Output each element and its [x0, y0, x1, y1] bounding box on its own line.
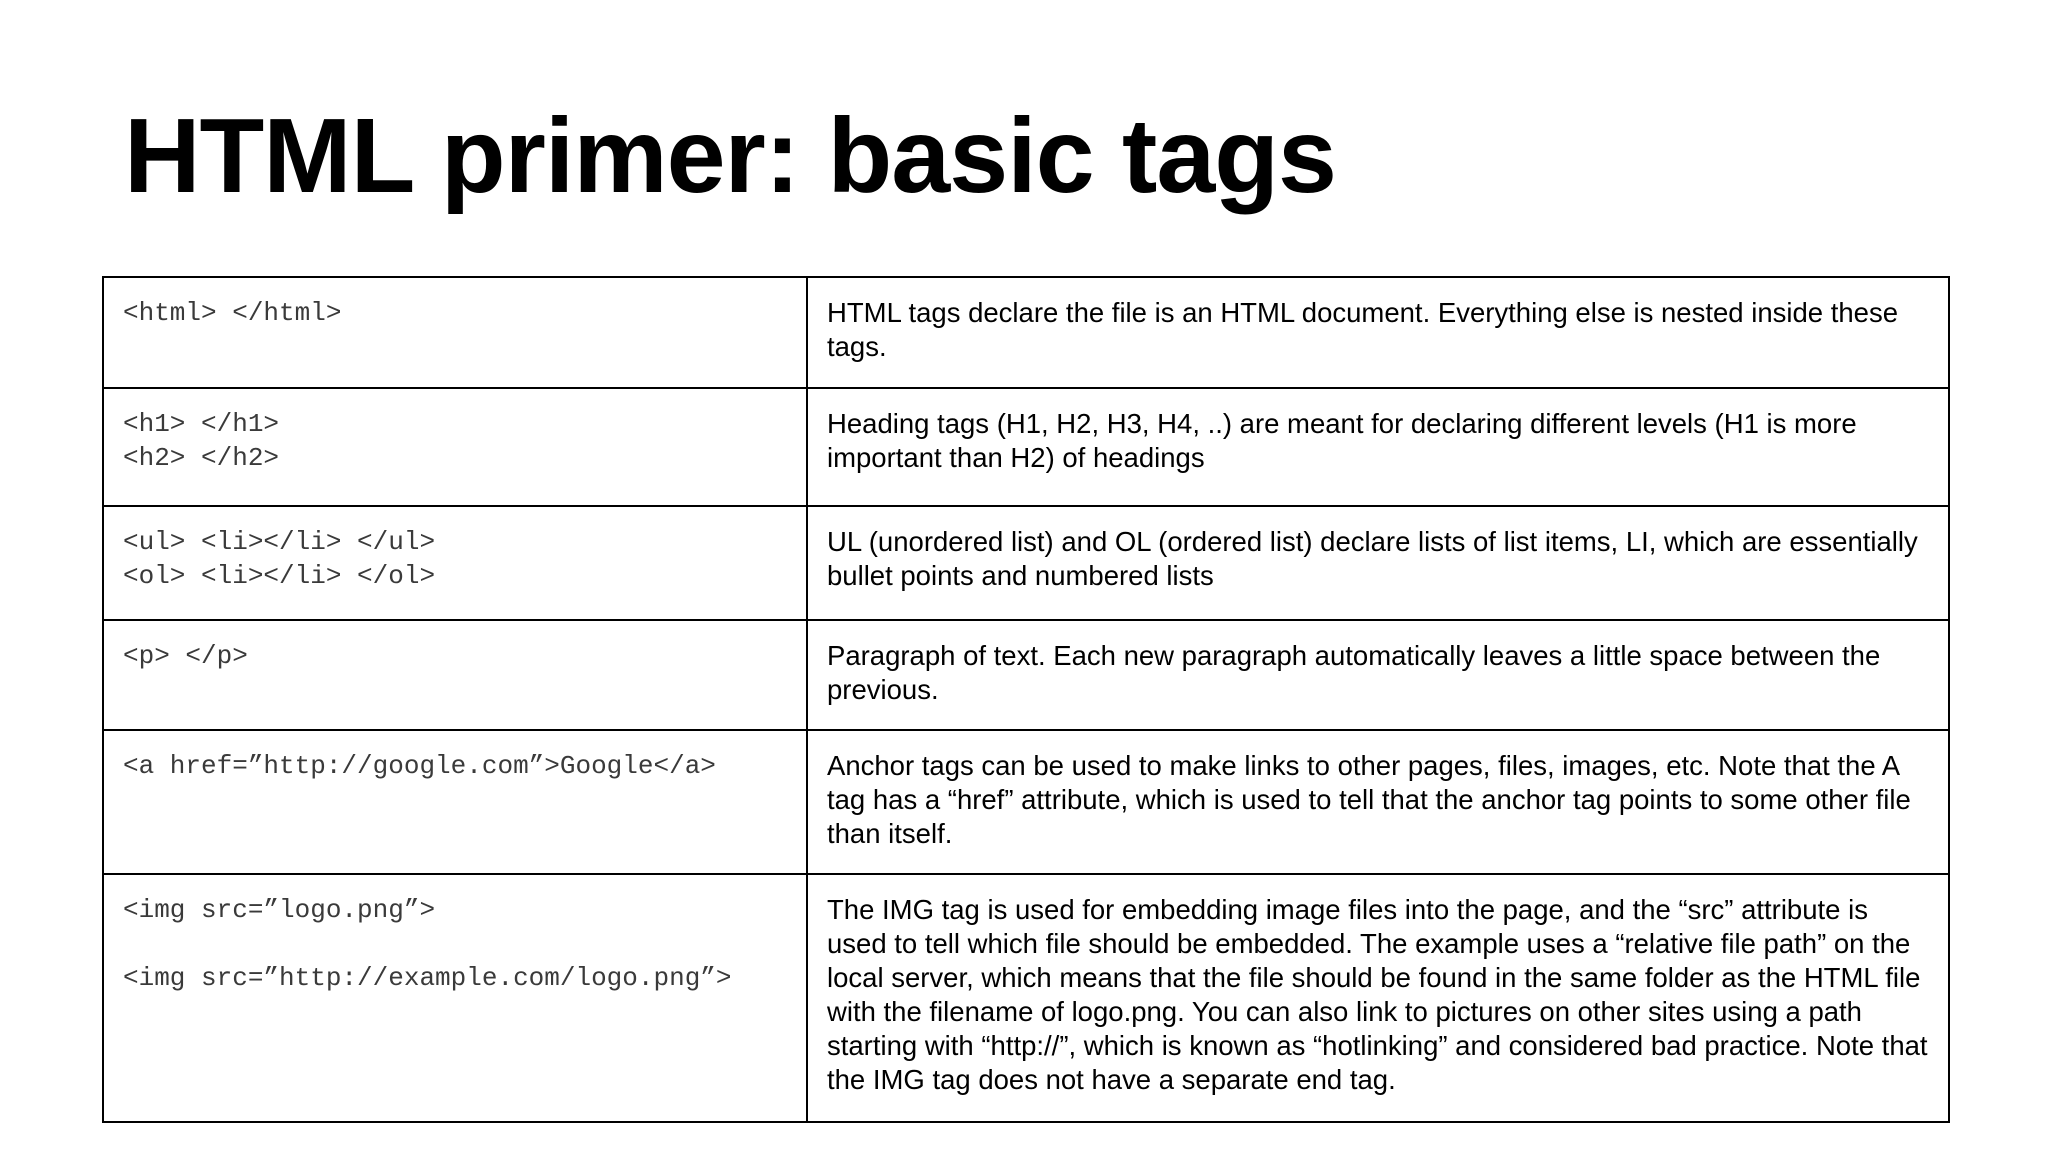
- description-cell: Paragraph of text. Each new paragraph automatically leaves a little space between the previous.: [807, 620, 1949, 730]
- slide-title: HTML primer: basic tags: [124, 97, 1336, 215]
- code-cell: [103, 277, 807, 388]
- code-line: <img src=”http://example.com/logo.png”>: [123, 963, 732, 993]
- code-line: <html> </html>: [123, 298, 342, 328]
- description-cell: Heading tags (H1, H2, H3, H4, ..) are meant for declaring different levels (H1 is more important than H2) of headings: [807, 388, 1949, 506]
- code-line: <p> </p>: [123, 641, 248, 671]
- code-cell: [103, 506, 807, 620]
- code-line: <h1> </h1>: [123, 409, 280, 439]
- table-row-image: [103, 874, 1949, 1122]
- code-cell: [103, 730, 807, 874]
- description-cell: UL (unordered list) and OL (ordered list) declare lists of list items, LI, which are essentially bullet points and numbered lists: [807, 506, 1949, 620]
- table-row-anchor: [103, 730, 1949, 874]
- code-line: <ul> <li></li> </ul>: [123, 527, 436, 557]
- description-cell: Anchor tags can be used to make links to other pages, files, images, etc. Note that the A tag has a “href” attribute, which is used to tell that the anchor tag points to some other file than itself.: [807, 730, 1949, 874]
- table-row-html: [103, 277, 1949, 388]
- code-spacer: [123, 927, 788, 961]
- description-cell: HTML tags declare the file is an HTML document. Everything else is nested inside these tags.: [807, 277, 1949, 388]
- code-line: <ol> <li></li> </ol>: [123, 561, 436, 591]
- code-line: <h2> </h2>: [123, 443, 280, 473]
- code-line: <img src=”logo.png”>: [123, 895, 436, 925]
- code-cell: [103, 620, 807, 730]
- table-row-paragraph: [103, 620, 1949, 730]
- code-line: <a href=”http://google.com”>Google</a>: [123, 751, 716, 781]
- table-row-lists: [103, 506, 1949, 620]
- tag-reference-table: [102, 276, 1950, 1123]
- description-cell: The IMG tag is used for embedding image files into the page, and the “src” attribute is used to tell which file should be embedded. The example uses a “relative file path” on the local server, which means that the file should be found in the same folder as the HTML file with the filename of logo.png. You can also link to pictures on other sites using a path starting with “http://”, which is known as “hotlinking” and considered bad practice. Note that the IMG tag does not have a separate end tag.: [807, 874, 1949, 1122]
- code-cell: [103, 388, 807, 506]
- code-cell: [103, 874, 807, 1122]
- table-row-headings: [103, 388, 1949, 506]
